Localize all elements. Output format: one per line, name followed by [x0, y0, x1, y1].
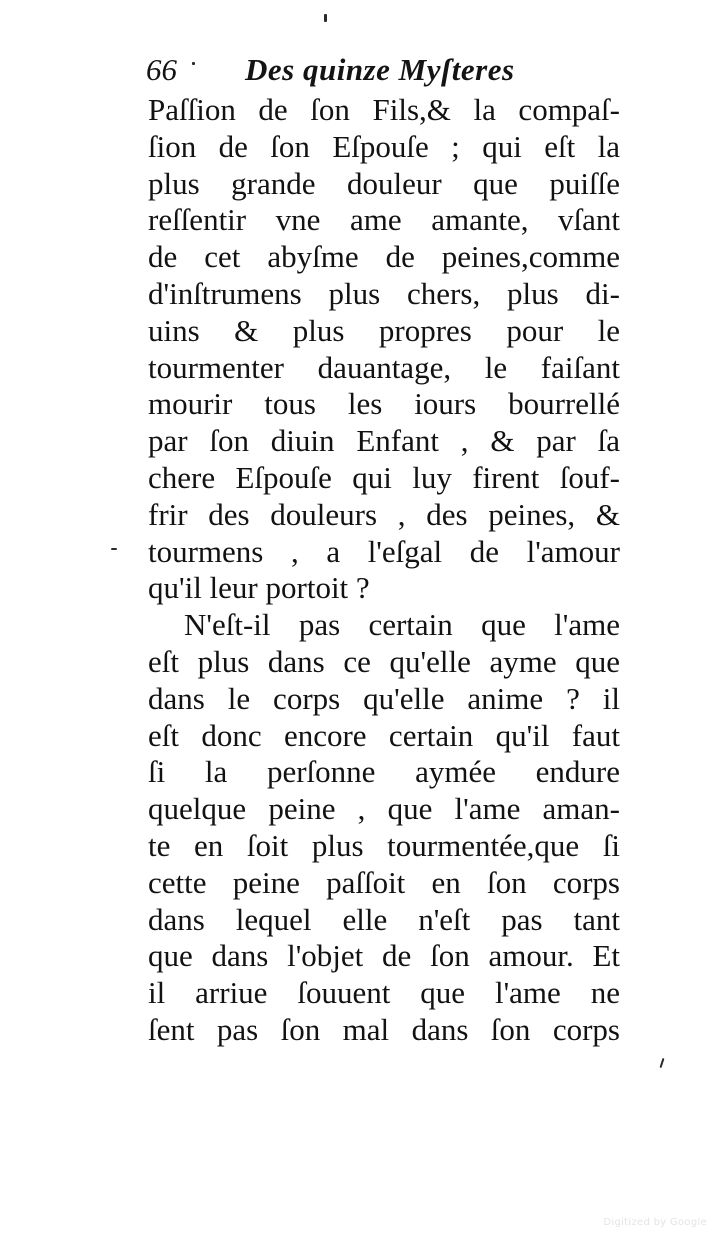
text-line: plus grande douleur que puiſſe [148, 165, 620, 201]
text-line: uins & plus propres pour le [148, 312, 620, 348]
ink-speck-margin [111, 548, 117, 550]
text-line: dans lequel elle n'eſt pas tant [148, 901, 620, 937]
text-line: qu'il leur portoit ? [148, 570, 370, 606]
text-line: par ſon diuin Enfant , & par ſa [148, 423, 620, 459]
text-line: tourmenter dauantage, le faiſant [148, 349, 620, 385]
text-line: il arriue ſouuent que l'ame ne [148, 975, 620, 1011]
text-line: eſt donc encore certain qu'il faut [148, 717, 620, 753]
text-line: quelque peine , que l'ame aman- [148, 791, 620, 827]
text-line: d'inſtrumens plus chers, plus di- [148, 275, 620, 311]
ink-speck-right [660, 1058, 665, 1068]
digitization-watermark: Digitized by Google [603, 1217, 707, 1228]
text-line: N'eſt-il pas certain que l'ame [184, 607, 620, 643]
text-line: te en ſoit plus tourmentée,que ſi [148, 827, 620, 863]
text-line: tourmens , a l'eſgal de l'amour [148, 533, 620, 569]
paragraph-2 [148, 607, 620, 1049]
text-line: ſent pas ſon mal dans ſon corps [148, 1011, 620, 1047]
text-line: cette peine paſſoit en ſon corps [148, 864, 620, 900]
text-line: reſſentir vne ame amante, vſant [148, 202, 620, 238]
ink-speck-top [324, 14, 327, 22]
text-line: de cet abyſme de peines,comme [148, 239, 620, 275]
running-head [146, 50, 616, 90]
text-line: ſion de ſon Eſpouſe ; qui eſt la [148, 128, 620, 164]
text-line: mourir tous les iours bourrellé [148, 386, 620, 422]
text-line: frir des douleurs , des peines, & [148, 496, 620, 532]
text-line: ſi la perſonne aymée endure [148, 754, 620, 790]
text-line: eſt plus dans ce qu'elle ayme que [148, 643, 620, 679]
text-line: Paſſion de ſon Fils,& la compaſ- [148, 92, 620, 127]
text-line: dans le corps qu'elle anime ? il [148, 680, 620, 716]
text-line: chere Eſpouſe qui luy firent ſouf- [148, 459, 620, 495]
paragraph-1 [148, 92, 620, 607]
body-text [148, 92, 620, 1049]
page-number: 66 [146, 52, 177, 87]
running-title: Des quinze Myſteres [245, 52, 515, 87]
text-line: que dans l'objet de ſon amour. Et [148, 938, 620, 974]
